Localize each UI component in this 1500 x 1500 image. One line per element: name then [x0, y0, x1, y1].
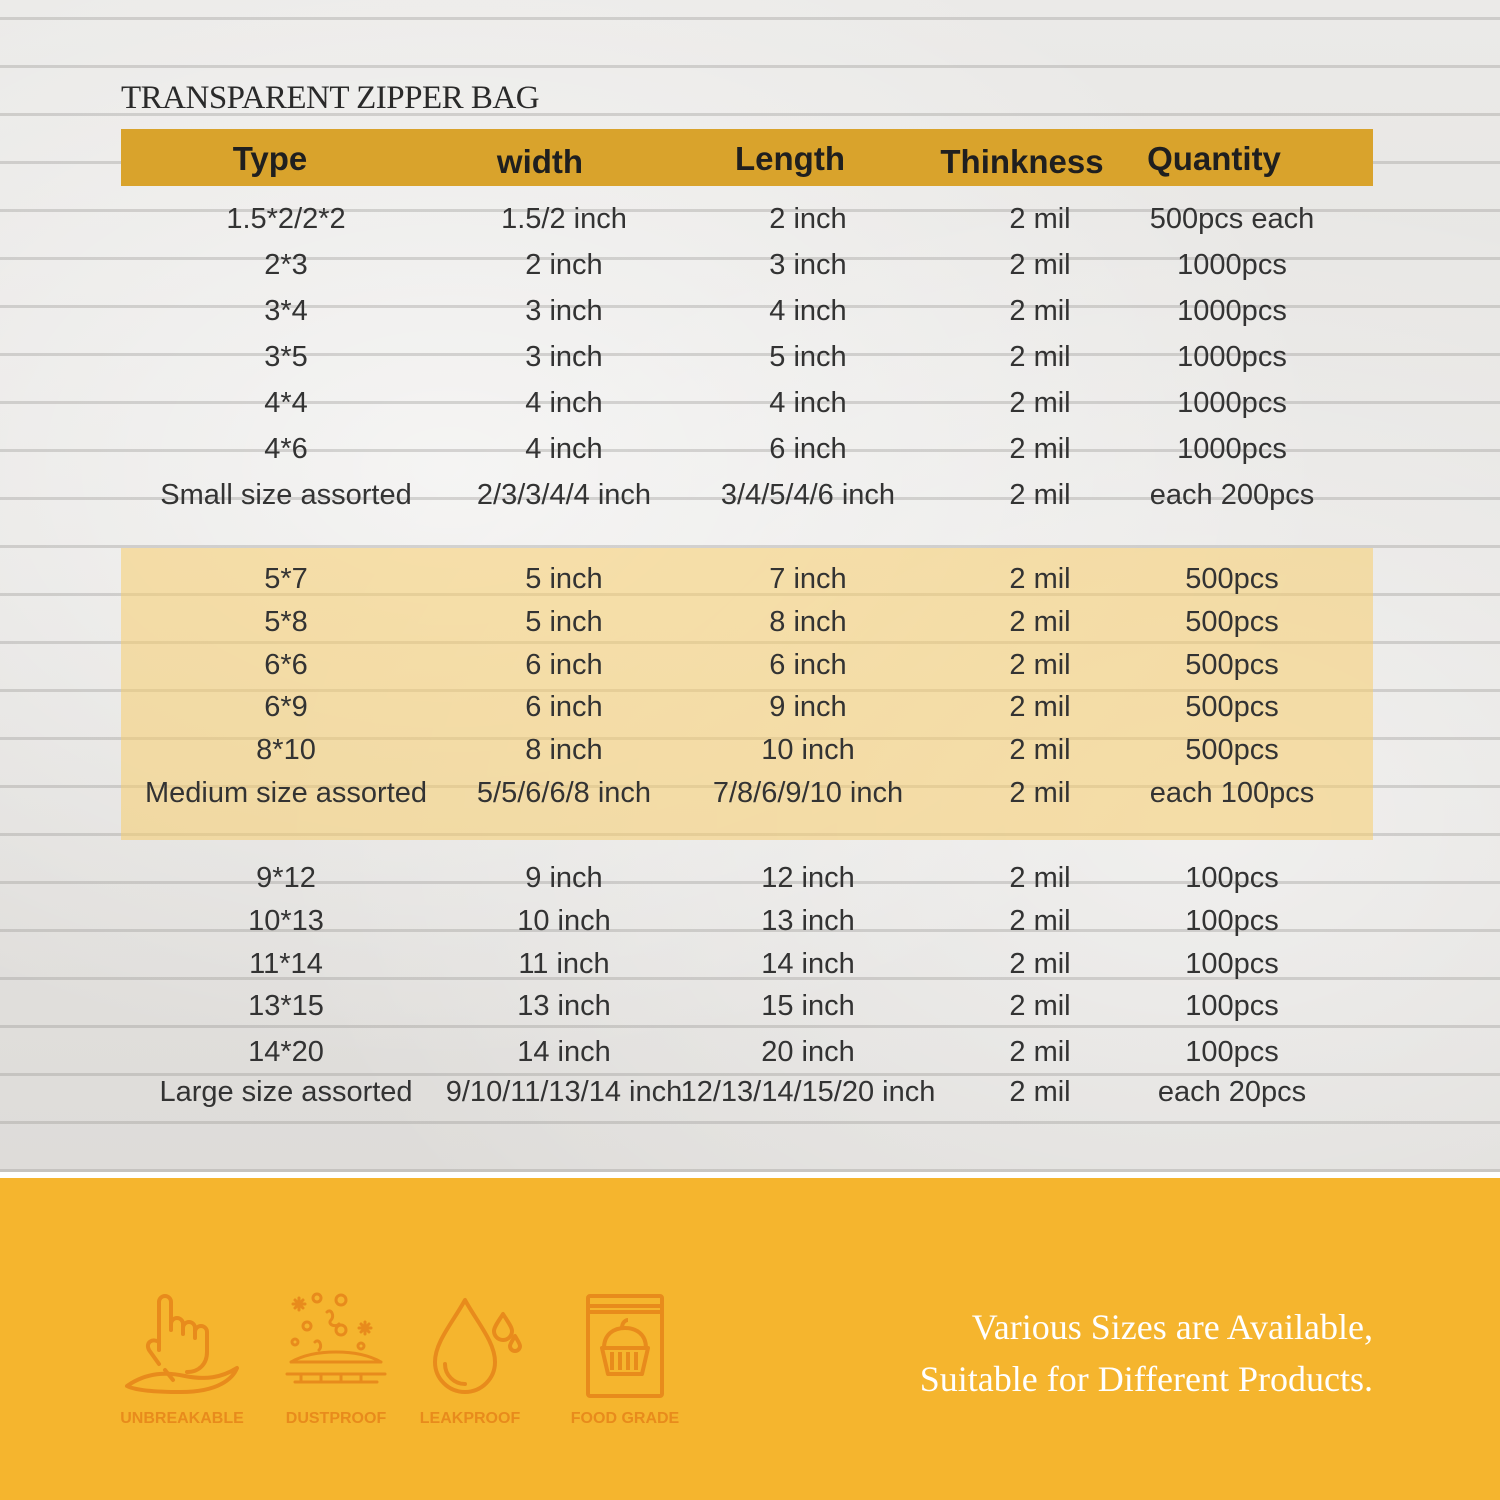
feature-label: FOOD GRADE: [570, 1410, 680, 1427]
cell-width: 9 inch: [525, 862, 603, 894]
feature-food-grade: [560, 1290, 690, 1440]
cell-quantity: 100pcs: [1185, 862, 1279, 894]
cell-width: 2/3/3/4/4 inch: [476, 479, 652, 511]
cell-width: 1.5/2 inch: [501, 203, 627, 235]
cell-thickness: 2 mil: [1009, 563, 1071, 595]
cell-width: 10 inch: [517, 905, 611, 937]
cell-thickness: 2 mil: [1009, 479, 1071, 511]
cell-length: 7 inch: [769, 563, 847, 595]
cell-thickness: 2 mil: [1009, 948, 1071, 980]
cell-length: 6 inch: [769, 649, 847, 681]
cell-thickness: 2 mil: [1009, 1036, 1071, 1068]
table-row: [0, 563, 1500, 603]
cell-length: 15 inch: [761, 990, 855, 1022]
cell-quantity: 100pcs: [1185, 1036, 1279, 1068]
column-header-thickness: Thinkness: [940, 143, 1104, 180]
cell-length: 4 inch: [769, 295, 847, 327]
cell-type: 4*4: [264, 387, 308, 419]
cell-thickness: 2 mil: [1009, 862, 1071, 894]
cell-thickness: 2 mil: [1009, 387, 1071, 419]
cell-width: 2 inch: [525, 249, 603, 281]
cell-quantity: each 20pcs: [1157, 1076, 1307, 1108]
cell-thickness: 2 mil: [1009, 777, 1071, 809]
cell-thickness: 2 mil: [1009, 295, 1071, 327]
cell-quantity: 500pcs: [1185, 563, 1279, 595]
cell-thickness: 2 mil: [1009, 606, 1071, 638]
cell-type: 6*6: [264, 649, 308, 681]
cell-thickness: 2 mil: [1009, 249, 1071, 281]
cell-width: 3 inch: [525, 341, 603, 373]
table-row: [0, 249, 1500, 289]
cell-quantity: 1000pcs: [1177, 341, 1287, 373]
cell-quantity: 100pcs: [1185, 948, 1279, 980]
cell-type: 5*7: [264, 563, 308, 595]
cell-width: 14 inch: [517, 1036, 611, 1068]
cell-type: Large size assorted: [159, 1076, 413, 1108]
cell-width: 8 inch: [525, 734, 603, 766]
cell-quantity: 500pcs: [1185, 606, 1279, 638]
cell-type: 11*14: [249, 948, 323, 980]
cell-width: 3 inch: [525, 295, 603, 327]
table-row: [0, 1076, 1500, 1116]
cell-quantity: 1000pcs: [1177, 295, 1287, 327]
cell-thickness: 2 mil: [1009, 905, 1071, 937]
column-header-type: Type: [232, 140, 308, 177]
cell-length: 5 inch: [769, 341, 847, 373]
cell-width: 9/10/11/13/14 inch: [445, 1076, 683, 1108]
cell-length: 12/13/14/15/20 inch: [680, 1076, 936, 1108]
cell-type: 8*10: [256, 734, 316, 766]
column-header-length: Length: [735, 140, 845, 177]
cell-length: 2 inch: [769, 203, 847, 235]
table-row: [0, 295, 1500, 335]
cell-length: 4 inch: [769, 387, 847, 419]
cell-type: Small size assorted: [160, 479, 412, 511]
cell-quantity: 500pcs: [1185, 649, 1279, 681]
water-drop-icon: [415, 1290, 525, 1402]
table-row: [0, 734, 1500, 774]
cell-quantity: each 100pcs: [1149, 777, 1315, 809]
feature-leakproof: [405, 1290, 535, 1440]
cell-quantity: 500pcs: [1185, 691, 1279, 723]
cell-width: 11 inch: [518, 948, 610, 980]
cell-length: 13 inch: [761, 905, 855, 937]
cell-width: 5 inch: [525, 563, 603, 595]
feature-unbreakable: [117, 1290, 247, 1440]
table-row: [0, 649, 1500, 689]
table-row: [0, 341, 1500, 381]
column-header-width: width: [496, 143, 584, 180]
cell-type: Medium size assorted: [144, 777, 428, 809]
feature-dustproof: [271, 1290, 401, 1440]
cell-length: 3 inch: [769, 249, 847, 281]
cell-quantity: 1000pcs: [1177, 433, 1287, 465]
table-row: [0, 606, 1500, 646]
cell-thickness: 2 mil: [1009, 990, 1071, 1022]
cell-length: 12 inch: [761, 862, 855, 894]
cell-thickness: 2 mil: [1009, 691, 1071, 723]
cupcake-bag-icon: [580, 1290, 670, 1402]
cell-quantity: each 200pcs: [1149, 479, 1315, 511]
feature-label: LEAKPROOF: [419, 1410, 521, 1427]
cell-width: 13 inch: [517, 990, 611, 1022]
table-row: [0, 479, 1500, 519]
cell-type: 4*6: [264, 433, 308, 465]
cell-type: 13*15: [248, 990, 324, 1022]
cell-quantity: 1000pcs: [1177, 249, 1287, 281]
table-row: [0, 905, 1500, 945]
table-row: [0, 777, 1500, 817]
cell-length: 14 inch: [761, 948, 855, 980]
cell-length: 6 inch: [769, 433, 847, 465]
cell-type: 9*12: [256, 862, 316, 894]
cell-type: 3*5: [264, 341, 308, 373]
cell-quantity: 1000pcs: [1177, 387, 1287, 419]
cell-type: 2*3: [264, 249, 308, 281]
tagline-line-1: Various Sizes are Available,: [971, 1307, 1373, 1347]
tagline-line-2: Suitable for Different Products.: [919, 1359, 1373, 1399]
feature-label: DUSTPROOF: [285, 1410, 387, 1427]
cell-thickness: 2 mil: [1009, 433, 1071, 465]
cell-quantity: 500pcs each: [1149, 203, 1315, 235]
cell-type: 5*8: [264, 606, 308, 638]
table-row: [0, 1036, 1500, 1076]
cell-length: 20 inch: [761, 1036, 855, 1068]
cell-quantity: 100pcs: [1185, 990, 1279, 1022]
cell-thickness: 2 mil: [1009, 203, 1071, 235]
cell-length: 3/4/5/4/6 inch: [720, 479, 896, 511]
table-row: [0, 948, 1500, 988]
cell-quantity: 100pcs: [1185, 905, 1279, 937]
cell-type: 10*13: [248, 905, 324, 937]
cell-type: 1.5*2/2*2: [226, 203, 346, 235]
cell-quantity: 500pcs: [1185, 734, 1279, 766]
pressing-finger-icon: [119, 1290, 245, 1402]
cell-type: 6*9: [264, 691, 308, 723]
cell-width: 6 inch: [525, 691, 603, 723]
cell-width: 5/5/6/6/8 inch: [476, 777, 652, 809]
cell-length: 10 inch: [761, 734, 855, 766]
feature-label: UNBREAKABLE: [120, 1410, 244, 1427]
cell-type: 14*20: [248, 1036, 324, 1068]
page-title: TRANSPARENT ZIPPER BAG: [121, 80, 540, 116]
table-row: [0, 203, 1500, 243]
cell-thickness: 2 mil: [1009, 1076, 1071, 1108]
table-row: [0, 990, 1500, 1030]
cell-width: 5 inch: [525, 606, 603, 638]
cell-length: 7/8/6/9/10 inch: [712, 777, 904, 809]
cell-width: 6 inch: [525, 649, 603, 681]
cell-thickness: 2 mil: [1009, 734, 1071, 766]
dust-particles-icon: [281, 1290, 391, 1402]
table-row: [0, 691, 1500, 731]
table-row: [0, 387, 1500, 427]
cell-type: 3*4: [264, 295, 308, 327]
cell-thickness: 2 mil: [1009, 341, 1071, 373]
cell-length: 8 inch: [769, 606, 847, 638]
cell-width: 4 inch: [525, 433, 603, 465]
table-row: [0, 433, 1500, 473]
cell-thickness: 2 mil: [1009, 649, 1071, 681]
table-row: [0, 862, 1500, 902]
cell-length: 9 inch: [769, 691, 847, 723]
cell-width: 4 inch: [525, 387, 603, 419]
column-header-quantity: Quantity: [1147, 140, 1281, 177]
